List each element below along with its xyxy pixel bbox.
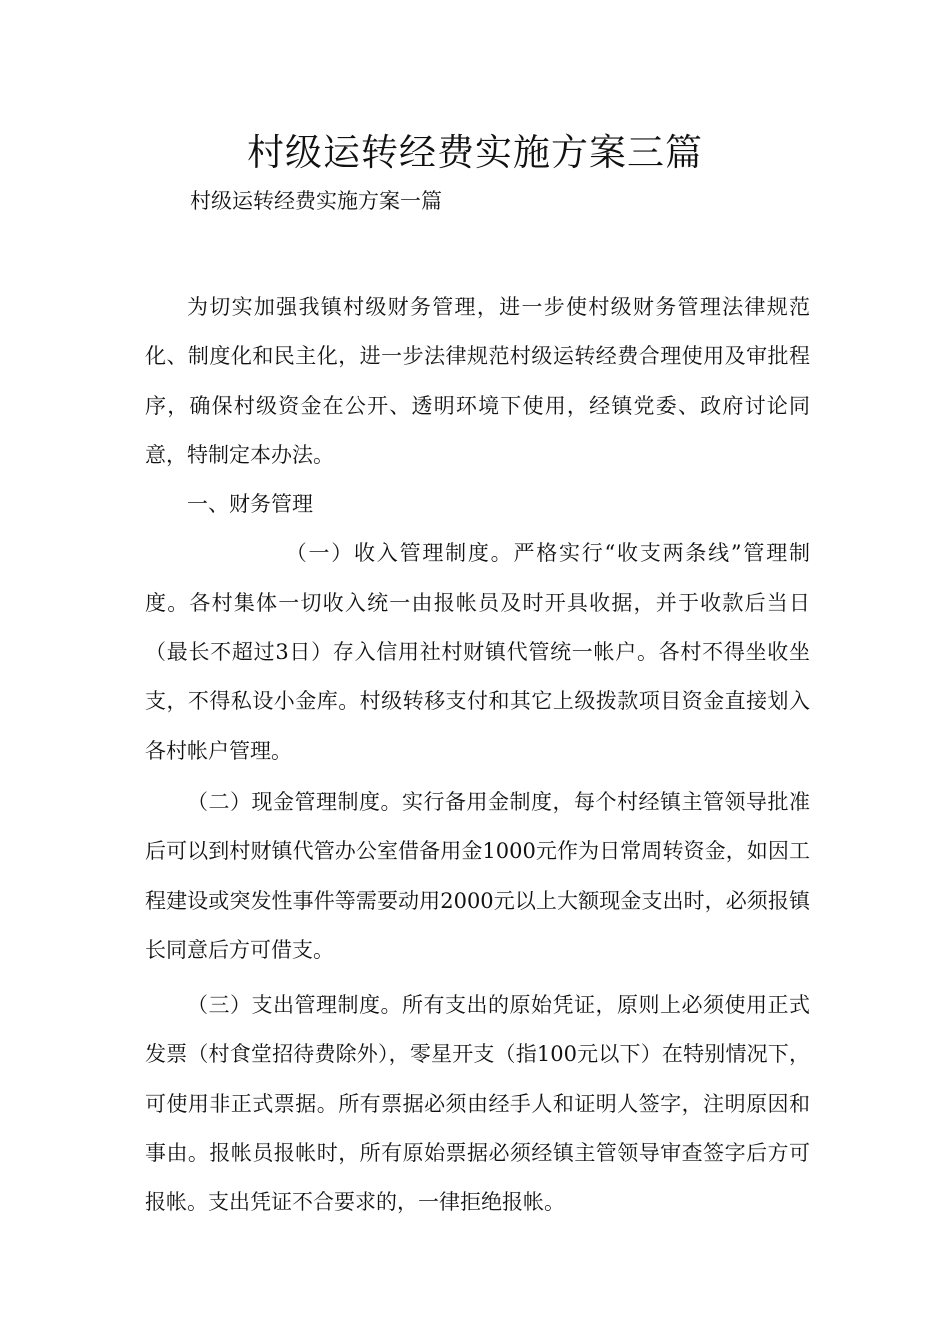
income-management-paragraph: （一）收入管理制度。严格实行“收支两条线”管理制度。各村集体一切收入统一由报帐员及时开具收据，并于收款后当日（最长不超过3日）存入信用社村财镇代管统一帐户。各村不得坐收坐支，不得私设小金库。村级转移支付和其它上级拨款项目资金直接划入各村帐户管理。	[145, 541, 810, 763]
expenditure-management-paragraph: （三）支出管理制度。所有支出的原始凭证，原则上必须使用正式发票（村食堂招待费除外），零星开支（指100元以下）在特别情况下，可使用非正式票据。所有票据必须由经手人和证明人签字，注明原因和事由。报帐员报帐时，所有原始票据必须经镇主管领导审查签字后方可报帐。支出凭证不合要求的，一律拒绝报帐。	[145, 993, 810, 1215]
document-body	[145, 283, 810, 1228]
intro-paragraph: 为切实加强我镇村级财务管理，进一步使村级财务管理法律规范化、制度化和民主化，进一步法律规范村级运转经费合理使用及审批程序，确保村级资金在公开、透明环境下使用，经镇党委、政府讨论同意，特制定本办法。	[145, 295, 810, 467]
section-heading-finance: 一、财务管理	[187, 492, 313, 517]
document-subtitle: 村级运转经费实施方案一篇	[190, 189, 442, 213]
document-title: 村级运转经费实施方案三篇	[247, 131, 703, 174]
cash-management-paragraph: （二）现金管理制度。实行备用金制度，每个村经镇主管领导批准后可以到村财镇代管办公室借备用金1000元作为日常周转资金，如因工程建设或突发性事件等需要动用2000元以上大额现金支出时，必须报镇长同意后方可借支。	[145, 789, 810, 962]
